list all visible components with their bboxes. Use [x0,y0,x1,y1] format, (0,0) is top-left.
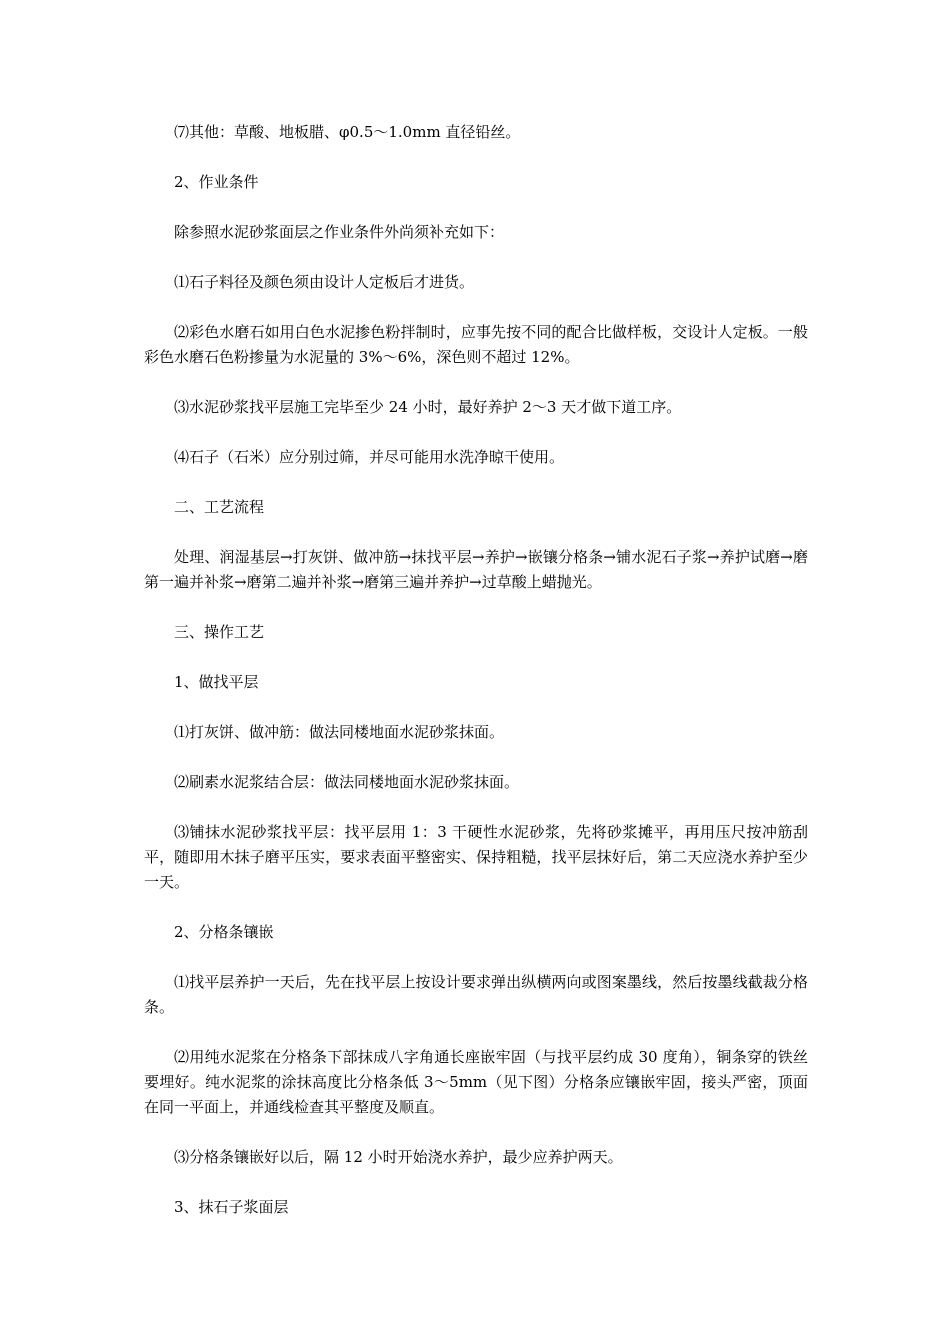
heading-stone-slurry-layer: 3、抹石子浆面层 [174,1198,289,1216]
paragraph-leveling-3: ⑶铺抹水泥砂浆找平层：找平层用 1：3 干硬性水泥砂浆，先将砂浆摊平，再用压尺按冲筋刮平，随即用木抹子磨平压实，要求表面平整密实、保持粗糙，找平层抹好后，第二天应浇水养护至少一天。 [144,823,808,891]
paragraph-other-materials: ⑺其他：草酸、地板腊、φ0.5～1.0mm 直径铅丝。 [174,123,521,141]
paragraph-divider-2: ⑵用纯水泥浆在分格条下部抹成八字角通长座嵌牢固（与找平层约成 30 度角），铜条穿的铁丝要埋好。纯水泥浆的涂抹高度比分格条低 3～5mm（见下图）分格条应镶嵌牢固，接头严密，顶面在同一平面上，并通线检查其平整度及顺直。 [144,1048,808,1116]
heading-divider-strips: 2、分格条镶嵌 [174,923,274,941]
paragraph-condition-2: ⑵彩色水磨石如用白色水泥掺色粉拌制时，应事先按不同的配合比做样板，交设计人定板。一般彩色水磨石色粉掺量为水泥量的 3%～6%，深色则不超过 12%。 [144,323,808,366]
heading-process-flow: 二、工艺流程 [174,498,265,516]
document-body [144,120,808,1245]
paragraph-conditions-intro: 除参照水泥砂浆面层之作业条件外尚须补充如下： [174,223,505,241]
heading-work-conditions: 2、作业条件 [174,173,259,191]
paragraph-condition-3: ⑶水泥砂浆找平层施工完毕至少 24 小时，最好养护 2～3 天才做下道工序。 [174,398,682,416]
paragraph-leveling-2: ⑵刷素水泥浆结合层：做法同楼地面水泥砂浆抹面。 [174,773,520,791]
paragraph-divider-3: ⑶分格条镶嵌好以后，隔 12 小时开始浇水养护，最少应养护两天。 [174,1148,623,1166]
heading-leveling-layer: 1、做找平层 [174,673,259,691]
paragraph-process-flow: 处理、润湿基层→打灰饼、做冲筋→抹找平层→养护→嵌镶分格条→铺水泥石子浆→养护试磨→磨第一遍并补浆→磨第二遍并补浆→磨第三遍并养护→过草酸上蜡抛光。 [144,548,808,591]
paragraph-divider-1: ⑴找平层养护一天后，先在找平层上按设计要求弹出纵横两向或图案墨线，然后按墨线截裁分格条。 [144,973,808,1016]
paragraph-condition-1: ⑴石子料径及颜色须由设计人定板后才进货。 [174,273,475,291]
paragraph-leveling-1: ⑴打灰饼、做冲筋：做法同楼地面水泥砂浆抹面。 [174,723,505,741]
paragraph-condition-4: ⑷石子（石米）应分别过筛，并尽可能用水洗净晾干使用。 [174,448,565,466]
heading-operation-process: 三、操作工艺 [174,623,265,641]
